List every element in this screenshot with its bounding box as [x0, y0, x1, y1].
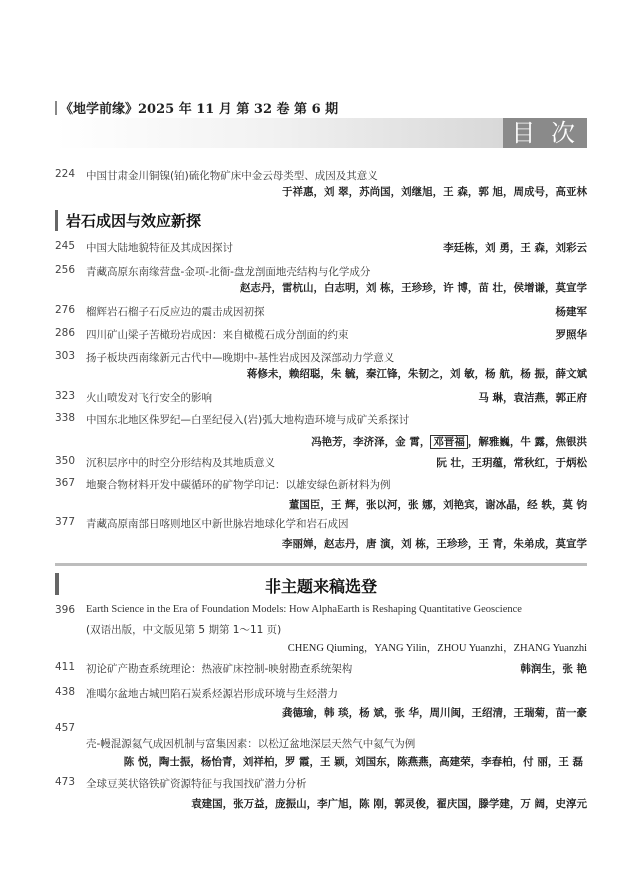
- article-authors: 于祥惠，刘 翠，苏尚国，刘继旭，王 森，郭 旭，周成号，高亚林: [282, 186, 587, 198]
- page-number: 224: [55, 168, 76, 180]
- section-divider: [55, 563, 587, 566]
- article-authors: 陈 悦，陶士振，杨怡青，刘祥柏，罗 霞，王 颖，刘国东，陈燕燕，高建荣，李春柏，付 丽，王 磊: [123, 756, 583, 768]
- article-authors: 龚德瑜，韩 琰，杨 斌，张 华，周川闽，王绍清，王瑞菊，苗一豪: [282, 707, 587, 719]
- toc-entry[interactable]: [55, 327, 587, 343]
- publication-note: (双语出版，中文版见第 5 期第 1～11 页): [86, 624, 282, 636]
- page-number: 457: [55, 722, 76, 734]
- article-title[interactable]: 中国东北地区侏罗纪—白垩纪侵入(岩)弧大地构造环境与成矿关系探讨: [86, 414, 410, 426]
- article-title[interactable]: 青藏高原南部日喀则地区中新世脉岩地球化学和岩石成因: [86, 518, 349, 530]
- article-authors: 李丽婵，赵志丹，唐 演，刘 栋，王珍珍，王 青，朱弟成，莫宣学: [282, 538, 587, 550]
- page-number: 350: [55, 455, 76, 467]
- authors-part: 冯艳芳，李济泽，金 霄，: [311, 436, 431, 448]
- article-title[interactable]: 中国大陆地貌特征及其成因探讨: [86, 242, 233, 254]
- page-number: 377: [55, 516, 76, 528]
- article-authors: 阮 壮，王玥蕴，常秋红，于炳松: [436, 457, 587, 469]
- article-title[interactable]: 青藏高原东南缘营盘-金项-北衙-盘龙剖面地壳结构与化学成分: [86, 266, 371, 278]
- toc-entry[interactable]: [55, 264, 587, 296]
- article-title[interactable]: 四川矿山梁子苦橄玢岩成因：来自橄榄石成分剖面的约束: [86, 329, 349, 341]
- page-number: 323: [55, 390, 76, 402]
- article-title[interactable]: 火山喷发对飞行安全的影响: [86, 392, 212, 404]
- authors-part: ，解雅巍，牛 露，焦银洪: [467, 436, 587, 448]
- toc-banner: [55, 118, 587, 148]
- toc-entry[interactable]: [55, 455, 587, 471]
- boxed-author: 邓晋福: [430, 435, 468, 449]
- article-authors: 董国臣，王 辉，张以河，张 娜，刘艳宾，谢冰晶，经 轶，莫 钧: [288, 499, 587, 511]
- page-number: 286: [55, 327, 76, 339]
- article-title[interactable]: 全球豆荚状铬铁矿资源特征与我国找矿潜力分析: [86, 778, 307, 790]
- article-authors: 袁建国，张万益，庞振山，李广旭，陈 刚，郭灵俊，翟庆国，滕学建，万 阔，史淳元: [191, 798, 587, 810]
- page-number: 256: [55, 264, 76, 276]
- article-title[interactable]: 扬子板块西南缘新元古代中—晚期中-基性岩成因及深部动力学意义: [86, 352, 395, 364]
- article-authors: 马 琳，袁洁燕，郭正府: [478, 392, 587, 404]
- toc-entry[interactable]: [55, 516, 587, 552]
- article-authors: 罗照华: [555, 329, 587, 341]
- article-title[interactable]: 准噶尔盆地古城凹陷石炭系烃源岩形成环境与生烃潜力: [86, 688, 338, 700]
- article-authors: [311, 434, 587, 449]
- toc-entry[interactable]: [55, 686, 587, 721]
- article-authors: 李廷栋，刘 勇，王 森，刘彩云: [443, 242, 587, 254]
- toc-entry[interactable]: [55, 412, 587, 450]
- toc-entry[interactable]: [55, 776, 587, 812]
- toc-title: 目 次: [503, 118, 587, 148]
- section-heading: 岩石成因与效应新探: [55, 210, 201, 231]
- toc-entry[interactable]: [55, 722, 587, 770]
- toc-entry[interactable]: [55, 661, 587, 677]
- page-number: 338: [55, 412, 76, 424]
- journal-issue-line: 《地学前缘》2025 年 11 月 第 32 卷 第 6 期: [60, 102, 339, 117]
- article-authors: 韩润生，张 艳: [520, 663, 587, 675]
- article-title[interactable]: 地聚合物材料开发中碳循环的矿物学印记：以雄安绿色新材料为例: [86, 479, 391, 491]
- article-title[interactable]: 中国甘肃金川铜镍(铂)硫化物矿床中金云母类型、成因及其意义: [86, 170, 378, 182]
- page-number: 473: [55, 776, 76, 788]
- toc-entry[interactable]: [55, 390, 587, 406]
- article-title[interactable]: Earth Science in the Era of Foundation Models: How AlphaEarth is Reshaping Quantitative Geoscience: [86, 604, 522, 615]
- section-heading: 非主题来稿选登: [264, 577, 377, 596]
- toc-entry[interactable]: [55, 477, 587, 513]
- toc-entry[interactable]: [55, 304, 587, 320]
- article-title[interactable]: 壳-幔混源氦气成因机制与富集因素：以松辽盆地深层天然气中氦气为例: [86, 738, 416, 750]
- article-authors: 赵志丹，雷杭山，白志明，刘 栋，王珍珍，许 博，苗 壮，侯增谦，莫宣学: [240, 282, 587, 294]
- article-authors: CHENG Qiuming，YANG Yilin，ZHOU Yuanzhi，ZHANG Yuanzhi: [287, 643, 587, 654]
- article-title[interactable]: 榴辉岩石榴子石反应边的震击成因初探: [86, 306, 265, 318]
- article-authors: 蒋修未，赖绍聪，朱 毓，秦江锋，朱韧之，刘 敏，杨 航，杨 振，薛文斌: [246, 368, 587, 380]
- article-title[interactable]: 初论矿产勘查系统理论：热液矿床控制-映射勘查系统架构: [86, 663, 353, 675]
- article-authors: 杨建军: [555, 306, 587, 318]
- page-number: 276: [55, 304, 76, 316]
- page-number: 396: [55, 604, 76, 616]
- toc-entry[interactable]: [55, 240, 587, 256]
- article-title[interactable]: 沉积层序中的时空分形结构及其地质意义: [86, 457, 275, 469]
- page-number: 367: [55, 477, 76, 489]
- page-number: 411: [55, 661, 76, 673]
- page-number: 438: [55, 686, 76, 698]
- page-number: 245: [55, 240, 76, 252]
- toc-entry[interactable]: [55, 604, 587, 656]
- toc-entry[interactable]: [55, 168, 587, 200]
- page-number: 303: [55, 350, 76, 362]
- toc-entry[interactable]: [55, 350, 587, 382]
